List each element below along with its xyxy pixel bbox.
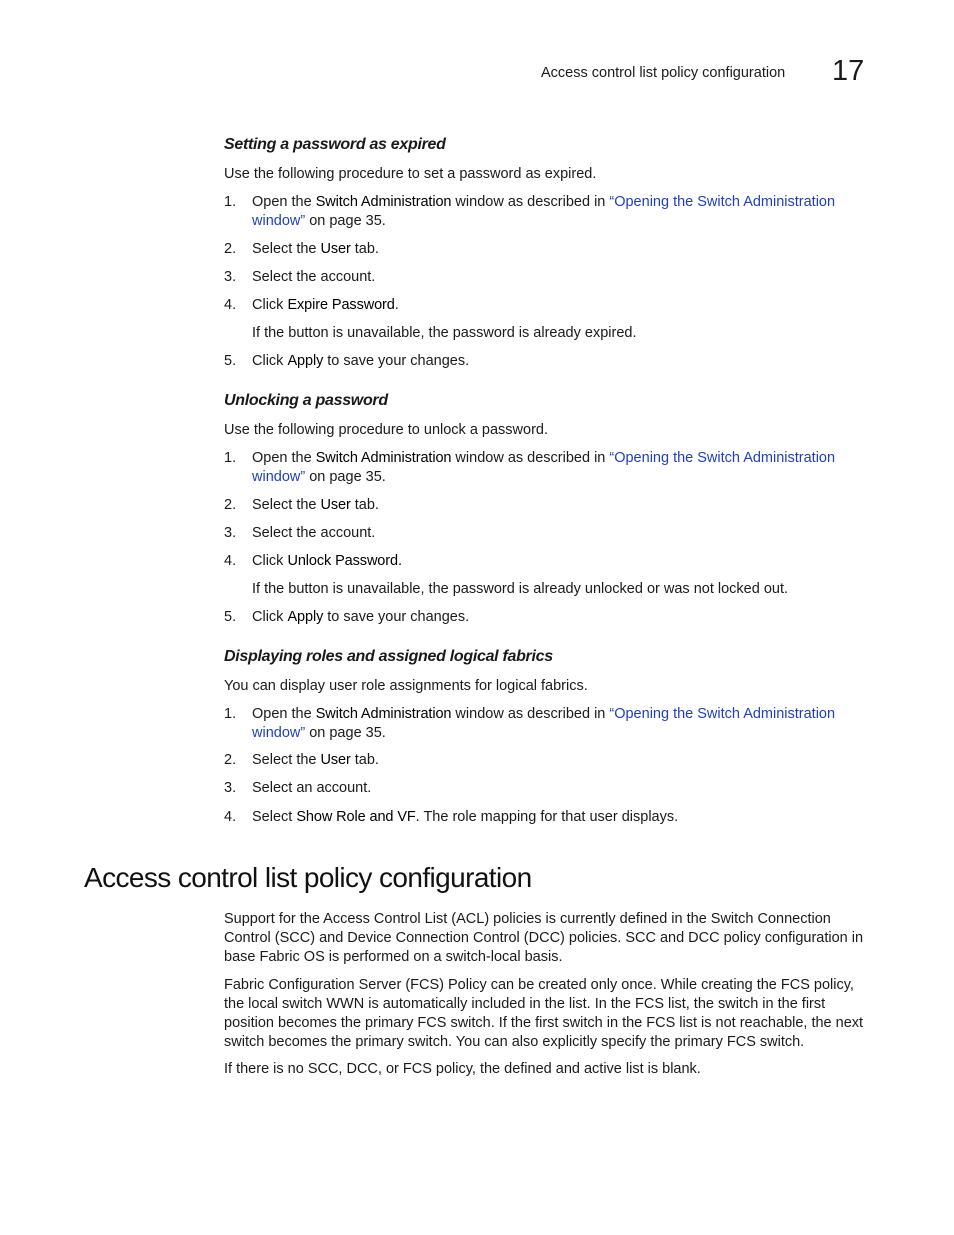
step-text: on page 35. xyxy=(305,725,386,741)
ui-label: Apply xyxy=(287,609,324,625)
cross-reference-link[interactable]: “Opening the Switch Administration window” xyxy=(252,194,836,229)
ui-label: Expire Password xyxy=(287,297,395,313)
ui-label: Switch Administration xyxy=(315,194,452,210)
section-heading-unlock: Unlocking a password xyxy=(224,392,388,409)
step-number: 2. xyxy=(224,497,237,513)
step-text: window as described in xyxy=(451,706,610,722)
ui-label: Switch Administration xyxy=(315,706,452,722)
ui-label: User xyxy=(320,497,351,513)
step-text: on page 35. xyxy=(305,213,386,229)
step-number: 4. xyxy=(224,297,237,313)
step-text: to save your changes. xyxy=(323,609,470,625)
step-text: Select the xyxy=(252,752,321,768)
step-text: Open the xyxy=(252,706,316,722)
section-heading-roles: Displaying roles and assigned logical fabrics xyxy=(224,648,553,665)
step-number: 3. xyxy=(224,780,237,796)
step-text: Click xyxy=(252,353,288,369)
running-header-title: Access control list policy configuration xyxy=(541,65,786,81)
step-text: tab. xyxy=(350,241,379,257)
cross-reference-link[interactable]: “Opening the Switch Administration window” xyxy=(252,450,836,485)
acl-paragraph-3: If there is no SCC, DCC, or FCS policy, the defined and active list is blank. xyxy=(224,1061,701,1077)
step-text: window as described in xyxy=(451,194,610,210)
step-text: Select the account. xyxy=(252,269,376,285)
step-number: 1. xyxy=(224,194,237,210)
step-number: 2. xyxy=(224,752,237,768)
section-intro-unlock: Use the following procedure to unlock a password. xyxy=(224,422,549,438)
step-note: If the button is unavailable, the password is already expired. xyxy=(252,325,637,341)
cross-reference-link[interactable]: “Opening the Switch Administration window” xyxy=(252,706,836,741)
step-number: 4. xyxy=(224,553,237,569)
section-intro-roles: You can display user role assignments for logical fabrics. xyxy=(224,678,588,694)
section-intro-expire: Use the following procedure to set a password as expired. xyxy=(224,166,597,182)
acl-paragraph-2: Fabric Configuration Server (FCS) Policy can be created only once. While creating the FCS policy, the local switch WWN is automatically included in the list. In the FCS list, the switch in the first position becomes the primary FCS switch. If the first switch in the FCS list is not reachable, the next switch becomes the primary switch. You can also explicitly specify the primary FCS switch. xyxy=(224,977,864,1050)
step-text: Open the xyxy=(252,194,316,210)
step-text: on page 35. xyxy=(305,469,386,485)
step-number: 5. xyxy=(224,609,237,625)
section-title-acl: Access control list policy configuration xyxy=(84,862,532,893)
step-text: Click xyxy=(252,553,288,569)
step-note: If the button is unavailable, the password is already unlocked or was not locked out. xyxy=(252,581,789,597)
step-number: 1. xyxy=(224,450,237,466)
acl-paragraph-1: Support for the Access Control List (ACL) policies is currently defined in the Switch Connection Control (SCC) and Device Connection Control (DCC) policies. SCC and DCC policy configuration in base Fabric OS is performed on a switch-local basis. xyxy=(224,911,864,965)
step-number: 2. xyxy=(224,241,237,257)
step-text: . The role mapping for that user displays. xyxy=(415,809,679,825)
ui-label: User xyxy=(320,752,351,768)
ui-label: Unlock Password. xyxy=(287,553,402,569)
step-text: Select an account. xyxy=(252,780,372,796)
step-text: Select the xyxy=(252,241,321,257)
step-text: tab. xyxy=(350,497,379,513)
step-number: 1. xyxy=(224,706,237,722)
section-heading-expire: Setting a password as expired xyxy=(224,136,446,153)
step-text: . xyxy=(394,297,399,313)
ui-label: Switch Administration xyxy=(315,450,452,466)
step-text: Select the account. xyxy=(252,525,376,541)
chapter-number: 17 xyxy=(832,55,865,87)
step-number: 3. xyxy=(224,525,237,541)
ui-label: Apply xyxy=(287,353,324,369)
step-text: Click xyxy=(252,609,288,625)
step-number: 5. xyxy=(224,353,237,369)
ui-label: Show Role and VF xyxy=(296,809,416,825)
step-text: tab. xyxy=(350,752,379,768)
step-text: Select xyxy=(252,809,297,825)
step-number: 3. xyxy=(224,269,237,285)
step-number: 4. xyxy=(224,809,237,825)
step-text: Open the xyxy=(252,450,316,466)
ui-label: User xyxy=(320,241,351,257)
step-text: Click xyxy=(252,297,288,313)
step-text: window as described in xyxy=(451,450,610,466)
step-text: to save your changes. xyxy=(323,353,470,369)
step-text: Select the xyxy=(252,497,321,513)
